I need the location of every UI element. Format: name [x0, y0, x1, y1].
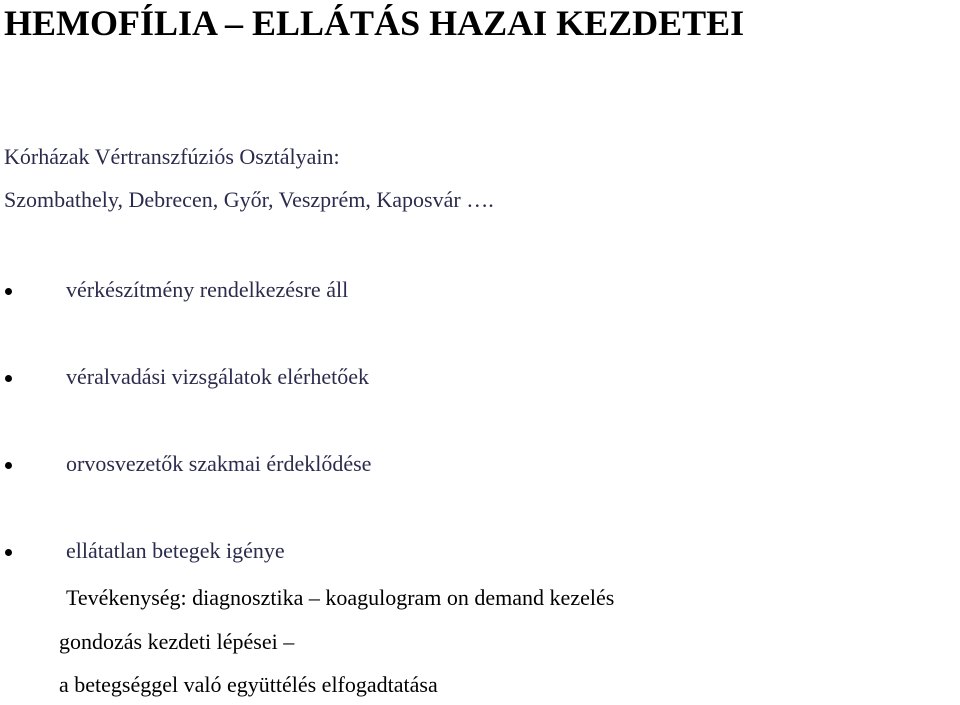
care-steps-line: gondozás kezdeti lépései – [59, 629, 295, 654]
bullet-dot-icon [5, 549, 12, 556]
bullet-text: véralvadási vizsgálatok elérhetőek [66, 364, 369, 389]
activity-line: Tevékenység: diagnosztika – koagulogram on demand kezelés [66, 585, 615, 610]
bullet-text: orvosvezetők szakmai érdeklődése [66, 451, 372, 476]
bullet-text: vérkészítmény rendelkezésre áll [66, 277, 349, 302]
bullet-item [0, 453, 900, 483]
intro-line-cities: Szombathely, Debrecen, Győr, Veszprém, Kaposvár …. [4, 187, 494, 212]
bullet-item [0, 279, 900, 309]
bullet-item [0, 540, 900, 570]
bullet-dot-icon [5, 462, 12, 469]
bullet-item [0, 366, 900, 396]
bullet-text: ellátatlan betegek igénye [66, 538, 285, 563]
acceptance-line: a betegséggel való együttélés elfogadtatása [59, 672, 438, 697]
intro-line-hospitals: Kórházak Vértranszfúziós Osztályain: [4, 144, 340, 169]
bullet-dot-icon [5, 288, 12, 295]
slide-title: HEMOFÍLIA – ELLÁTÁS HAZAI KEZDETEI [4, 3, 745, 43]
bullet-dot-icon [5, 375, 12, 382]
